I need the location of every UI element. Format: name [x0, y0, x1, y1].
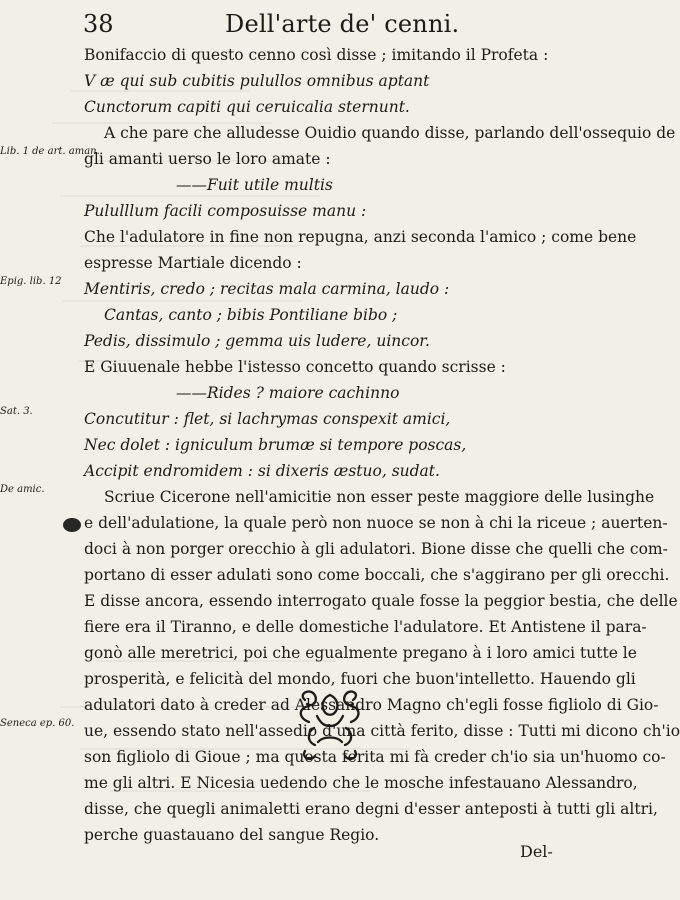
line-text: gonò alle meretrici, poi che egualmente pregano à i loro amici tutte le — [84, 644, 637, 662]
line-text: Cunctorum capiti qui ceruicalia sternunt. — [84, 98, 410, 116]
text-line — [0, 146, 584, 172]
line-text: me gli altri. E Nicesia uedendo che le mosche infestauano Alessandro, — [84, 774, 638, 792]
text-line — [84, 432, 584, 458]
text-line — [84, 224, 637, 250]
line-text: Bonifaccio di questo cenno così disse ; imitando il Profeta : — [84, 46, 549, 64]
catchword: Del- — [520, 842, 553, 861]
line-text: e dell'adulatione, la quale però non nuoce se non à chi la riceue ; auerten- — [84, 514, 668, 532]
text-line — [84, 562, 670, 588]
text-line — [0, 276, 584, 302]
line-text: Nec dolet : igniculum brumæ si tempore poscas, — [84, 436, 467, 454]
line-text: portano di esser adulati sono come boccali, che s'aggirano per gli orecchi. — [84, 566, 670, 584]
margin-note: Sat. 3. — [0, 406, 33, 417]
line-text: Pedis, dissimulo ; gemma uis ludere, uincor. — [84, 332, 430, 350]
line-text: espresse Martiale dicendo : — [84, 254, 302, 272]
line-text: ——Fuit utile multis — [176, 176, 333, 194]
page-number: 38 — [83, 10, 114, 38]
text-line — [84, 198, 584, 224]
line-text: Cantas, canto ; bibis Pontiliane bibo ; — [104, 306, 398, 324]
text-line — [0, 406, 584, 432]
text-line — [84, 354, 584, 380]
text-line — [84, 822, 584, 848]
text-line — [84, 302, 584, 328]
text-line — [84, 458, 584, 484]
text-line — [84, 536, 668, 562]
line-text: adulatori dato à creder ad Alessandro Magno ch'egli fosse figliolo di Gio- — [84, 696, 659, 714]
line-text: Accipit endromidem : si dixeris æstuo, sudat. — [84, 462, 440, 480]
ink-blot — [63, 518, 81, 532]
text-line — [84, 328, 584, 354]
text-line — [84, 380, 584, 406]
line-text: E Giuuenale hebbe l'istesso concetto quando scrisse : — [84, 358, 506, 376]
ornament-icon — [295, 688, 365, 762]
line-text: perche guastauano del sangue Regio. — [84, 826, 380, 844]
text-line — [84, 510, 668, 536]
text-line — [84, 42, 584, 68]
margin-note: De amic. — [0, 484, 45, 495]
line-text: fiere era il Tiranno, e delle domestiche l'adulatore. Et Antistene il para- — [84, 618, 647, 636]
line-text: E disse ancora, essendo interrogato quale fosse la peggior bestia, che delle — [84, 592, 678, 610]
text-line — [84, 796, 658, 822]
line-text: ——Rides ? maiore cachinno — [176, 384, 400, 402]
line-text: son figliolo di Gioue ; ma questa ferita mi fà creder ch'io sia un'huomo co- — [84, 748, 666, 766]
text-line — [0, 484, 655, 510]
margin-note: Epig. lib. 12 — [0, 276, 62, 287]
text-line — [84, 588, 678, 614]
line-text: Mentiris, credo ; recitas mala carmina, laudo : — [84, 280, 450, 298]
text-line — [84, 250, 584, 276]
page-header — [0, 10, 605, 40]
text-line — [84, 640, 637, 666]
line-text: Che l'adulatore in fine non repugna, anzi seconda l'amico ; come bene — [84, 228, 637, 246]
line-text: disse, che quegli animaletti erano degni d'esser anteposti à tutti gli altri, — [84, 800, 658, 818]
line-text: gli amanti uerso le loro amate : — [84, 150, 331, 168]
text-line — [84, 172, 584, 198]
line-text: ue, essendo stato nell'assedio d'una città ferito, disse : Tutti mi dicono ch'io — [84, 722, 680, 740]
line-text: Pululllum facili composuisse manu : — [84, 202, 367, 220]
margin-note: Lib. 1 de art. aman. — [0, 146, 100, 157]
line-text: Concutitur : flet, si lachrymas conspexit amici, — [84, 410, 451, 428]
line-text: V æ qui sub cubitis pulullos omnibus aptant — [84, 72, 430, 90]
text-line — [84, 614, 647, 640]
line-text: A che pare che alludesse Ouidio quando disse, parlando dell'ossequio de — [104, 124, 676, 142]
line-text: Scriue Cicerone nell'amicitie non esser peste maggiore delle lusinghe — [104, 488, 655, 506]
margin-note: Seneca ep. 60. — [0, 718, 75, 729]
line-text: prosperità, e felicità del mondo, fuori che buon'intelletto. Hauendo gli — [84, 670, 636, 688]
text-line — [84, 94, 584, 120]
text-line — [84, 68, 584, 94]
text-line — [84, 120, 676, 146]
line-text: doci à non porger orecchio à gli adulatori. Bione disse che quelli che com- — [84, 540, 668, 558]
running-head: Dell'arte de' cenni. — [225, 10, 460, 38]
text-line — [84, 770, 638, 796]
